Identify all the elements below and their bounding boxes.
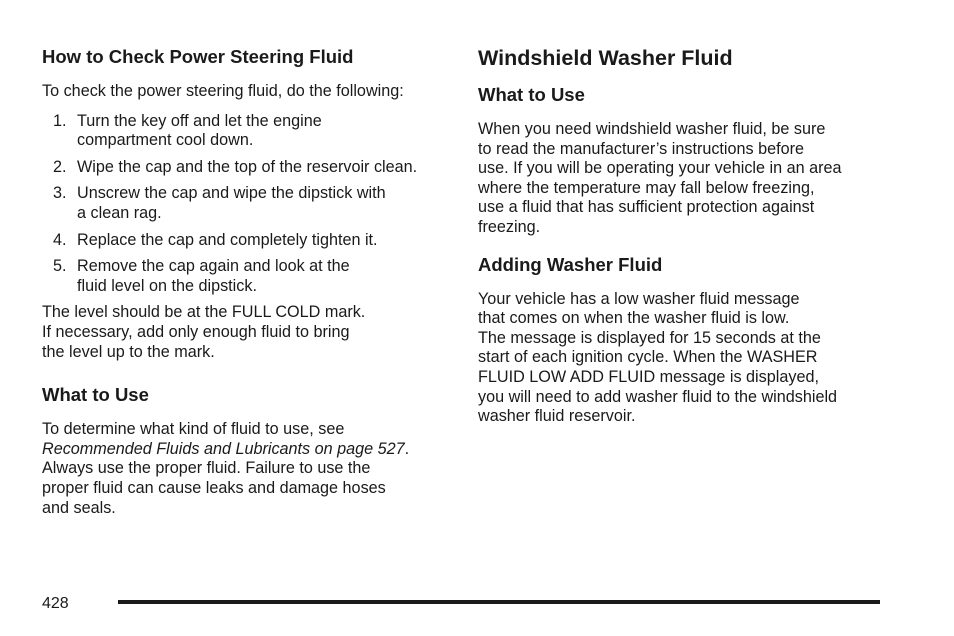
what-to-use-paragraph	[42, 420, 452, 518]
what-to-use-text-after: . Always use the proper fluid. Failure to use the proper fluid can cause leaks and damage hoses and seals.	[42, 439, 410, 517]
list-item	[42, 158, 452, 178]
page-number: 428	[42, 595, 69, 612]
step-text: Replace the cap and completely tighten it.	[77, 230, 378, 249]
footer-divider	[118, 600, 880, 604]
washer-what-to-use-paragraph: When you need windshield washer fluid, be sure to read the manufacturer’s instructions before use. If you will be operating your vehicle in an area where the temperature may fall below freezing, use a fluid that has sufficient protection against freezing.	[478, 120, 842, 236]
step-number: 3.	[53, 184, 67, 203]
fluid-level-paragraph: The level should be at the FULL COLD mark. If necessary, add only enough fluid to bring the level up to the mark.	[42, 303, 366, 361]
step-number: 5.	[53, 257, 67, 276]
step-text: Remove the cap again and look at the fluid level on the dipstick.	[77, 257, 350, 295]
list-item	[42, 231, 452, 251]
step-text: Wipe the cap and the top of the reservoir clean.	[77, 157, 418, 176]
list-item	[42, 112, 452, 151]
adding-washer-fluid-paragraph: Your vehicle has a low washer fluid message that comes on when the washer fluid is low. The message is displayed for 15 seconds at the start of each ignition cycle. When the WASHER FLUID LOW ADD FLUID message is displayed, you will need to add washer fluid to the windshield washer fluid reservoir.	[478, 289, 838, 426]
what-to-use-text-before: To determine what kind of fluid to use, see	[42, 420, 345, 439]
power-steering-intro: To check the power steering fluid, do the following:	[42, 82, 404, 100]
fluids-reference-link[interactable]: Recommended Fluids and Lubricants on page 527	[42, 439, 405, 458]
list-item	[42, 257, 452, 296]
washer-what-to-use-heading: What to Use	[478, 84, 585, 105]
step-number: 4.	[53, 230, 67, 249]
washer-fluid-heading: Windshield Washer Fluid	[478, 46, 733, 70]
step-text: Unscrew the cap and wipe the dipstick with a clean rag.	[77, 184, 386, 222]
adding-washer-fluid-heading: Adding Washer Fluid	[478, 253, 663, 275]
power-steering-steps	[42, 112, 452, 297]
step-text: Turn the key off and let the engine compartment cool down.	[77, 111, 322, 150]
power-steering-heading: How to Check Power Steering Fluid	[42, 46, 354, 67]
step-number: 2.	[53, 157, 67, 176]
right-column	[478, 44, 888, 437]
list-item	[42, 184, 452, 223]
left-column	[42, 44, 452, 528]
what-to-use-heading: What to Use	[42, 384, 149, 406]
step-number: 1.	[53, 111, 67, 130]
